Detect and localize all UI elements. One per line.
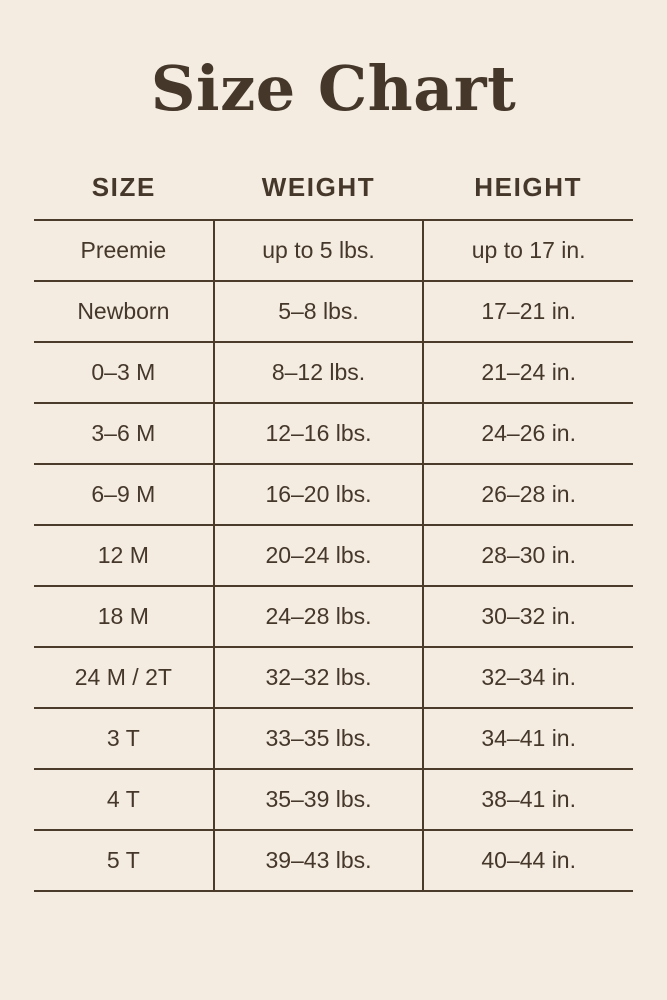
column-header-weight: WEIGHT xyxy=(261,172,376,202)
table-header-row xyxy=(34,172,633,220)
cell-height: 38–41 in. xyxy=(423,769,633,830)
cell-size: Preemie xyxy=(34,220,214,281)
cell-size: 5 T xyxy=(34,830,214,891)
table-row xyxy=(34,403,633,464)
page-title: Size Chart xyxy=(150,52,517,125)
cell-height: 24–26 in. xyxy=(423,403,633,464)
cell-height: 34–41 in. xyxy=(423,708,633,769)
cell-weight: 32–32 lbs. xyxy=(214,647,424,708)
cell-height: 30–32 in. xyxy=(423,586,633,647)
cell-size: 3 T xyxy=(34,708,214,769)
cell-size: 12 M xyxy=(34,525,214,586)
column-header-height: HEIGHT xyxy=(474,172,583,202)
table-row xyxy=(34,281,633,342)
cell-weight: up to 5 lbs. xyxy=(214,220,424,281)
table-row xyxy=(34,708,633,769)
size-chart-table xyxy=(34,172,633,892)
table-row xyxy=(34,220,633,281)
cell-size: 24 M / 2T xyxy=(34,647,214,708)
column-header-size: SIZE xyxy=(91,172,156,202)
cell-size: 4 T xyxy=(34,769,214,830)
cell-height: 26–28 in. xyxy=(423,464,633,525)
cell-height: 17–21 in. xyxy=(423,281,633,342)
cell-weight: 35–39 lbs. xyxy=(214,769,424,830)
table-row xyxy=(34,647,633,708)
cell-height: 32–34 in. xyxy=(423,647,633,708)
cell-size: 3–6 M xyxy=(34,403,214,464)
cell-weight: 12–16 lbs. xyxy=(214,403,424,464)
cell-weight: 24–28 lbs. xyxy=(214,586,424,647)
cell-height: 21–24 in. xyxy=(423,342,633,403)
cell-height: up to 17 in. xyxy=(423,220,633,281)
cell-size: 6–9 M xyxy=(34,464,214,525)
cell-height: 40–44 in. xyxy=(423,830,633,891)
cell-weight: 5–8 lbs. xyxy=(214,281,424,342)
cell-weight: 33–35 lbs. xyxy=(214,708,424,769)
table-body xyxy=(34,220,633,891)
cell-size: Newborn xyxy=(34,281,214,342)
cell-weight: 20–24 lbs. xyxy=(214,525,424,586)
table-row xyxy=(34,830,633,891)
cell-weight: 16–20 lbs. xyxy=(214,464,424,525)
table-row xyxy=(34,464,633,525)
table-row xyxy=(34,769,633,830)
table-header xyxy=(34,172,633,220)
cell-size: 18 M xyxy=(34,586,214,647)
cell-size: 0–3 M xyxy=(34,342,214,403)
table-row xyxy=(34,525,633,586)
cell-weight: 39–43 lbs. xyxy=(214,830,424,891)
cell-height: 28–30 in. xyxy=(423,525,633,586)
table-row xyxy=(34,342,633,403)
cell-weight: 8–12 lbs. xyxy=(214,342,424,403)
table-row xyxy=(34,586,633,647)
